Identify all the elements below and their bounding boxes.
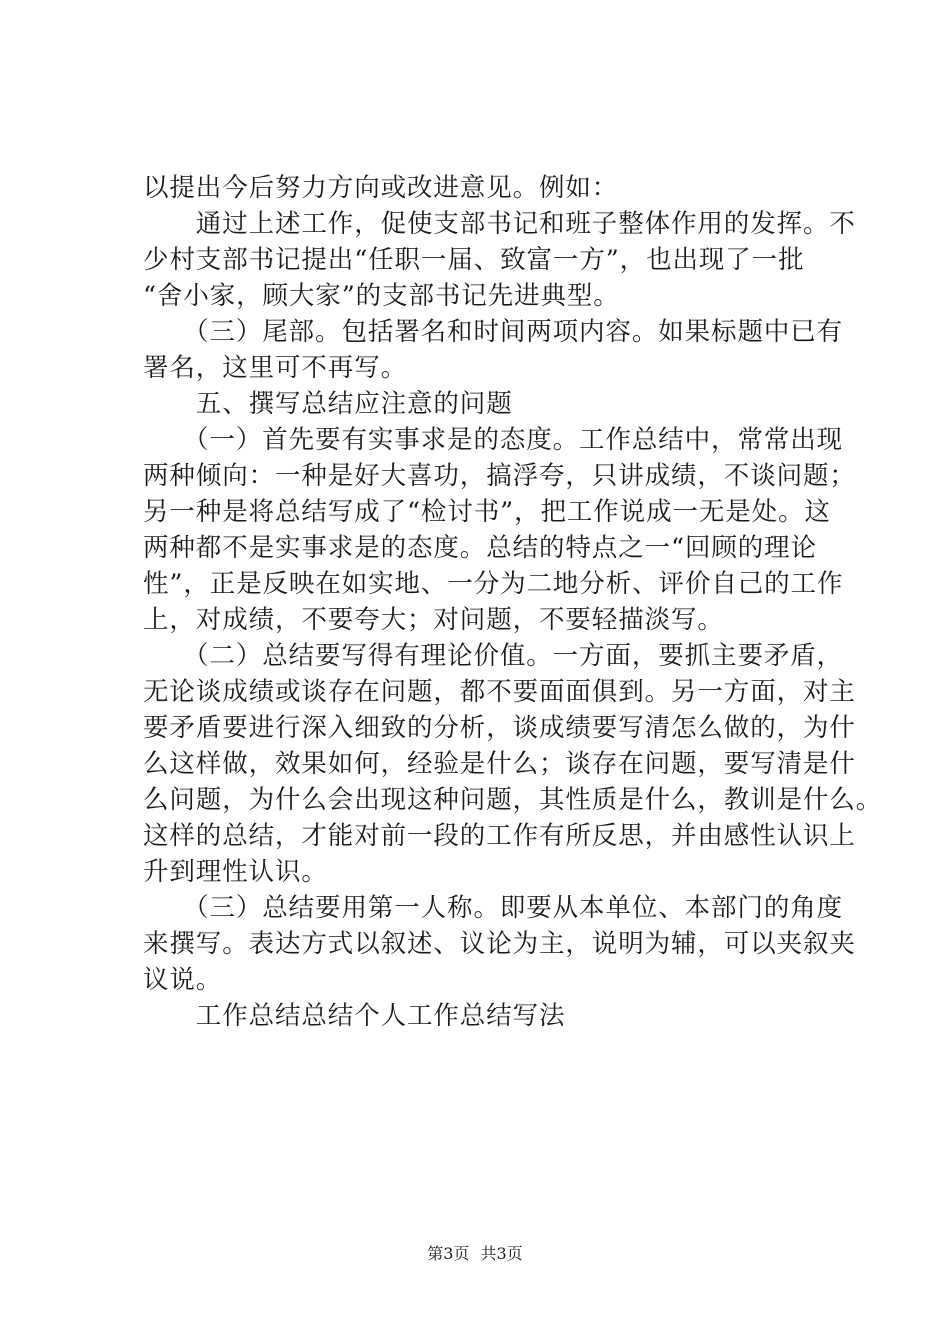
text-line: 么这样做，效果如何，经验是什么；谈存在问题，要写清是什 (143, 749, 856, 779)
text-line: 升到理性认识。 (143, 857, 328, 887)
text-line: 两种倾向：一种是好大喜功，搞浮夸，只讲成绩，不谈问题； (143, 461, 856, 491)
section-heading: 五、撰写总结应注意的问题 (143, 389, 513, 419)
text-line: 来撰写。表达方式以叙述、议论为主，说明为辅，可以夹叙夹 (143, 929, 856, 959)
text-line: （一）首先要有实事求是的态度。工作总结中，常常出现 (143, 425, 844, 455)
text-line: 署名，这里可不再写。 (143, 353, 408, 383)
page-number: 第3页 (427, 1244, 470, 1263)
total-pages: 共3页 (480, 1244, 523, 1263)
text-line: 两种都不是实事求是的态度。总结的特点之一“回顾的理论 (143, 533, 817, 563)
text-line: 这样的总结，才能对前一段的工作有所反思，并由感性认识上 (143, 821, 856, 851)
text-line: （三）尾部。包括署名和时间两项内容。如果标题中已有 (143, 317, 844, 347)
text-line: 上，对成绩，不要夸大；对问题，不要轻描淡写。 (143, 605, 724, 635)
text-line: 无论谈成绩或谈存在问题，都不要面面俱到。另一方面，对主 (143, 677, 856, 707)
text-line: （三）总结要用第一人称。即要从本单位、本部门的角度 (143, 893, 844, 923)
text-line: 以提出今后努力方向或改进意见。例如： (143, 173, 619, 203)
text-line: 少村支部书记提出“任职一届、致富一方”，也出现了一批 (143, 245, 805, 275)
text-line: 么问题，为什么会出现这种问题，其性质是什么，教训是什么。 (143, 785, 883, 815)
page-footer (0, 1243, 950, 1265)
text-line: （二）总结要写得有理论价值。一方面，要抓主要矛盾， (143, 641, 844, 671)
text-line: 性”，正是反映在如实地、一分为二地分析、评价自己的工作 (143, 569, 844, 599)
text-line: 通过上述工作，促使支部书记和班子整体作用的发挥。不 (143, 209, 856, 239)
text-line: 另一种是将总结写成了“检讨书”，把工作说成一无是处。这 (143, 497, 831, 527)
text-line: “舍小家，顾大家”的支部书记先进典型。 (143, 281, 620, 311)
text-line: 工作总结总结个人工作总结写法 (143, 1001, 566, 1031)
text-line: 要矛盾要进行深入细致的分析，谈成绩要写清怎么做的，为什 (143, 713, 856, 743)
text-line: 议说。 (143, 965, 223, 995)
